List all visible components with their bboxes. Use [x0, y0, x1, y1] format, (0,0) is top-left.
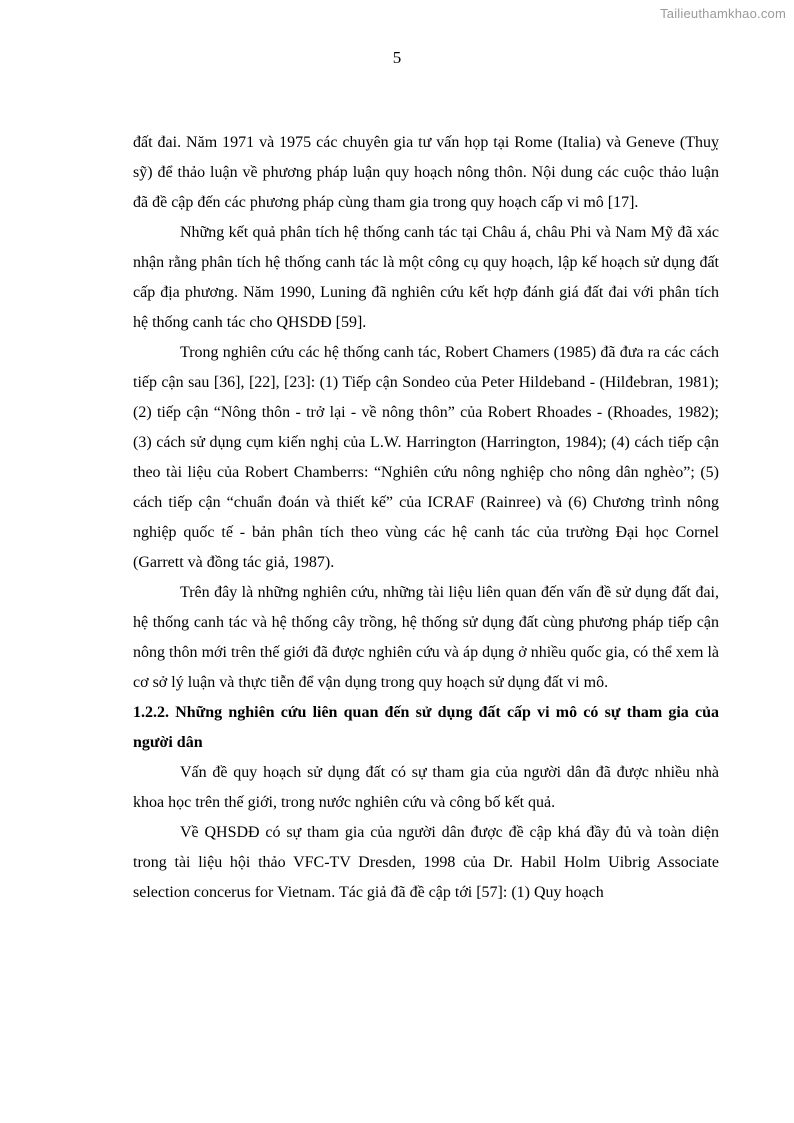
- watermark: Tailieuthamkhao.com: [660, 6, 786, 21]
- paragraph-6: Về QHSDĐ có sự tham gia của người dân được đề cập khá đầy đủ và toàn diện trong tài liệu hội thảo VFC-TV Dresden, 1998 của Dr. Habil Holm Uibrig Associate selection concerus for Vietnam. Tác giả đã đề cập tới [57]: (1) Quy hoạch: [133, 824, 719, 901]
- paragraph-3: Trong nghiên cứu các hệ thống canh tác, Robert Chamers (1985) đã đưa ra các cách tiếp cận sau [36], [22], [23]: (1) Tiếp cận Sondeo của Peter Hildeband - (Hilđebran, 1981); (2) tiếp cận “Nông thôn - trở lại - về nông thôn” của Robert Rhoades - (Rhoades, 1982); (3) cách sử dụng cụm kiến nghị của L.W. Harrington (Harrington, 1984); (4) cách tiếp cận theo tài liệu của Robert Chamberrs: “Nghiên cứu nông nghiệp cho nông dân nghèo”; (5) cách tiếp cận “chuẩn đoán và thiết kế” của ICRAF (Rainree) và (6) Chương trình nông nghiệp quốc tế - bản phân tích theo vùng các hệ canh tác của trường Đại học Cornel (Garrett và đồng tác giả, 1987).: [133, 344, 719, 571]
- section-heading: 1.2.2. Những nghiên cứu liên quan đến sử dụng đất cấp vi mô có sự tham gia của người dân: [133, 704, 719, 751]
- paragraph-4: Trên đây là những nghiên cứu, những tài liệu liên quan đến vấn đề sử dụng đất đai, hệ thống canh tác và hệ thống cây trồng, hệ thống sử dụng đất cùng phương pháp tiếp cận nông thôn mới trên thế giới đã được nghiên cứu và áp dụng ở nhiều quốc gia, có thể xem là cơ sở lý luận và thực tiễn để vận dụng trong quy hoạch sử dụng đất vi mô.: [133, 584, 719, 691]
- paragraph-2: Những kết quả phân tích hệ thống canh tác tại Châu á, châu Phi và Nam Mỹ đã xác nhận rằng phân tích hệ thống canh tác là một công cụ quy hoạch, lập kế hoạch sử dụng đất cấp địa phương. Năm 1990, Luning đã nghiên cứu kết hợp đánh giá đất đai với phân tích hệ thống canh tác cho QHSDĐ [59].: [133, 224, 719, 331]
- paragraph-5: Vấn đề quy hoạch sử dụng đất có sự tham gia của người dân đã được nhiều nhà khoa học trên thế giới, trong nước nghiên cứu và công bố kết quả.: [133, 764, 719, 811]
- document-body: [133, 128, 719, 908]
- paragraph-1: đất đai. Năm 1971 và 1975 các chuyên gia tư vấn họp tại Rome (Italia) và Geneve (Thuỵ sỹ) để thảo luận về phương pháp luận quy hoạch nông thôn. Nội dung các cuộc thảo luận đã đề cập đến các phương pháp cùng tham gia trong quy hoạch cấp vi mô [17].: [133, 134, 719, 211]
- page-number: 5: [392, 48, 402, 67]
